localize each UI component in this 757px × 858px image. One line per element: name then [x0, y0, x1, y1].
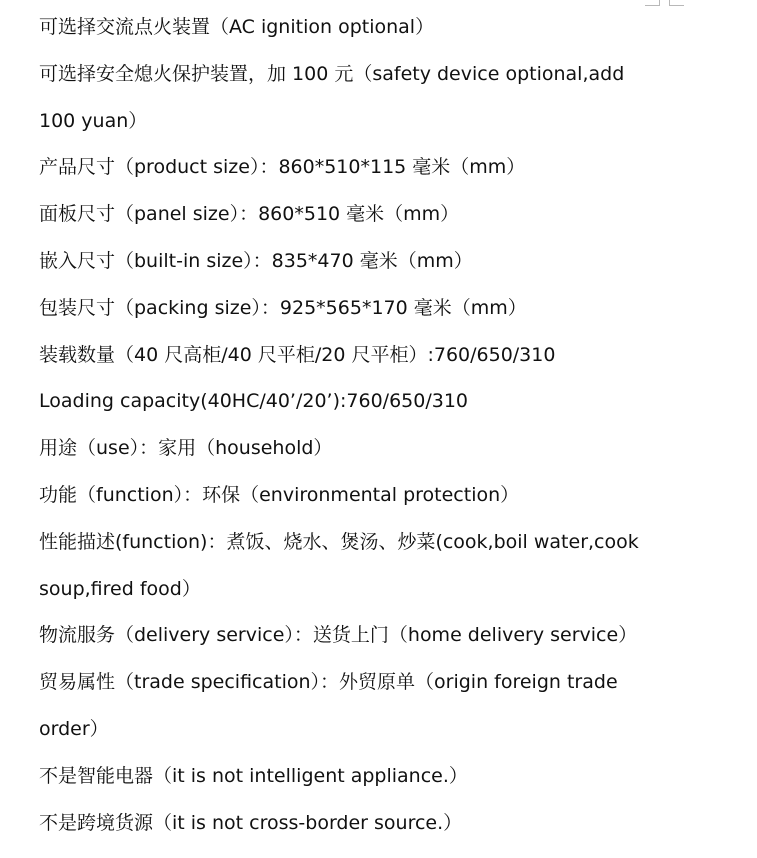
text-line-trade-spec-cont: order） — [39, 717, 109, 740]
text-line-loading-en: Loading capacity(40HC/40’/20’):760/650/310 — [39, 390, 469, 413]
text-line-safety-device: 可选择安全熄火保护装置，加 100 元（safety device optional,add — [39, 62, 625, 85]
text-line-function: 功能（function）：环保（environmental protection） — [39, 483, 520, 506]
text-line-packing-size: 包装尺寸（packing size）：925*565*170 毫米（mm） — [39, 296, 527, 319]
text-line-use: 用途（use）：家用（household） — [39, 437, 333, 460]
text-line-not-cross-border: 不是跨境货源（it is not cross-border source.） — [39, 811, 463, 834]
text-line-product-size: 产品尺寸（product size）：860*510*115 毫米（mm） — [39, 156, 526, 179]
text-line-ignition: 可选择交流点火装置（AC ignition optional） — [39, 16, 435, 38]
text-line-not-intelligent: 不是智能电器（it is not intelligent appliance.） — [39, 764, 468, 787]
text-line-panel-size: 面板尺寸（panel size）：860*510 毫米（mm） — [39, 203, 460, 226]
text-line-safety-device-cont: 100 yuan） — [39, 109, 148, 132]
text-line-performance: 性能描述(function)：煮饭、烧水、煲汤、炒菜(cook,boil water,cook — [39, 530, 639, 553]
text-line-trade-spec: 贸易属性（trade specification）：外贸原单（origin foreign trade — [39, 671, 618, 694]
text-line-performance-cont: soup,fired food） — [39, 577, 201, 600]
text-line-built-in-size: 嵌入尺寸（built-in size）：835*470 毫米（mm） — [39, 249, 473, 272]
document-body — [39, 4, 679, 846]
text-line-loading-cn: 装载数量（40 尺高柜/40 尺平柜/20 尺平柜）:760/650/310 — [39, 343, 556, 366]
text-line-delivery: 物流服务（delivery service）：送货上门（home delivery service） — [39, 624, 638, 647]
